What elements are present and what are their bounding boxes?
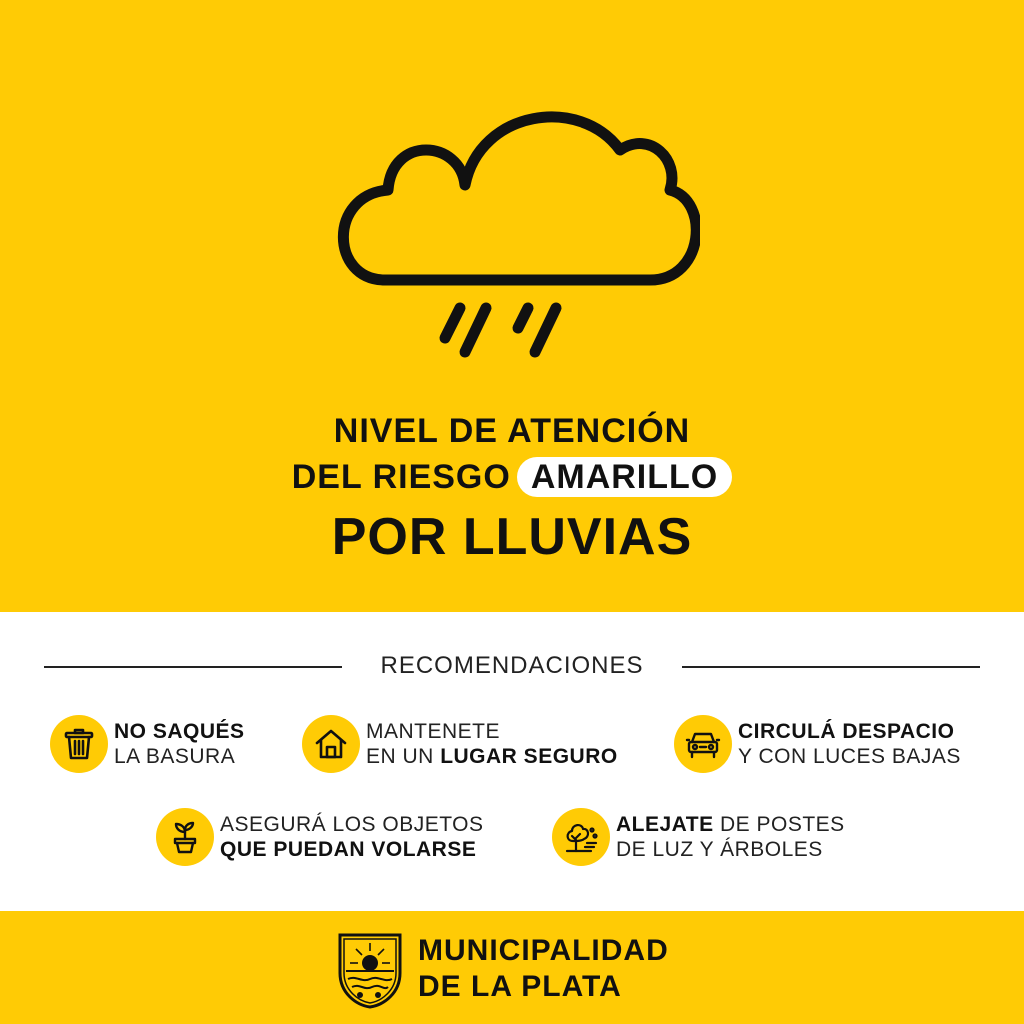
municipality-line-2-prefix: DE (418, 970, 462, 1003)
headline-line-3: POR LLUVIAS (331, 508, 693, 566)
headline-line-1: NIVEL DE ATENCIÓN (333, 412, 691, 450)
recommendation-bold: LUGAR SEGURO (440, 745, 618, 768)
tree-wind-icon (552, 808, 610, 866)
headline-line-2 (0, 454, 1024, 500)
recommendation-bold: CIRCULÁ DESPACIO (738, 720, 955, 743)
recommendation-regular-2: EN UN (366, 745, 434, 768)
recommendation-bold: NO SAQUÉS (114, 720, 245, 743)
recommendation-bold: ALEJATE (616, 813, 714, 836)
recommendations-header (0, 650, 1024, 684)
recommendation-item-objects (156, 808, 484, 866)
car-icon (674, 715, 732, 773)
footer (0, 911, 1024, 1024)
municipality-line-1: MUNICIPALIDAD (418, 934, 669, 967)
recommendation-regular-2: DE LUZ Y ÁRBOLES (616, 838, 823, 861)
recommendations-title: RECOMENDACIONES (380, 652, 644, 679)
trash-can-icon (50, 715, 108, 773)
recommendation-item-driving (674, 715, 961, 773)
recommendation-regular: ASEGURÁ LOS OBJETOS (220, 813, 484, 836)
municipality-line-2 (418, 969, 669, 1005)
recommendation-regular: DE POSTES (719, 813, 845, 836)
municipality-line-2-bold: LA PLATA (471, 970, 622, 1003)
house-icon (302, 715, 360, 773)
potted-plant-icon (156, 808, 214, 866)
recommendation-item-poles-trees (552, 808, 845, 866)
municipal-seal-icon (334, 929, 406, 1009)
headline-line-2-prefix: DEL RIESGO (291, 458, 511, 496)
recommendation-text (738, 719, 961, 769)
cloud-rain-icon (330, 90, 700, 370)
recommendation-text (366, 719, 618, 769)
risk-level-pill: AMARILLO (517, 457, 732, 497)
recommendation-text (114, 719, 245, 769)
recommendation-item-shelter (302, 715, 618, 773)
recommendation-regular: Y CON LUCES BAJAS (738, 745, 961, 768)
recommendation-regular: LA BASURA (114, 745, 236, 768)
headline (0, 408, 1024, 570)
recommendation-text (616, 812, 845, 862)
recommendation-item-trash (50, 715, 245, 773)
divider-right (682, 666, 980, 668)
recommendation-text (220, 812, 484, 862)
recommendation-regular: MANTENETE (366, 720, 501, 743)
municipality-name (418, 933, 669, 1005)
recommendation-bold: QUE PUEDAN VOLARSE (220, 838, 477, 861)
divider-left (44, 666, 342, 668)
